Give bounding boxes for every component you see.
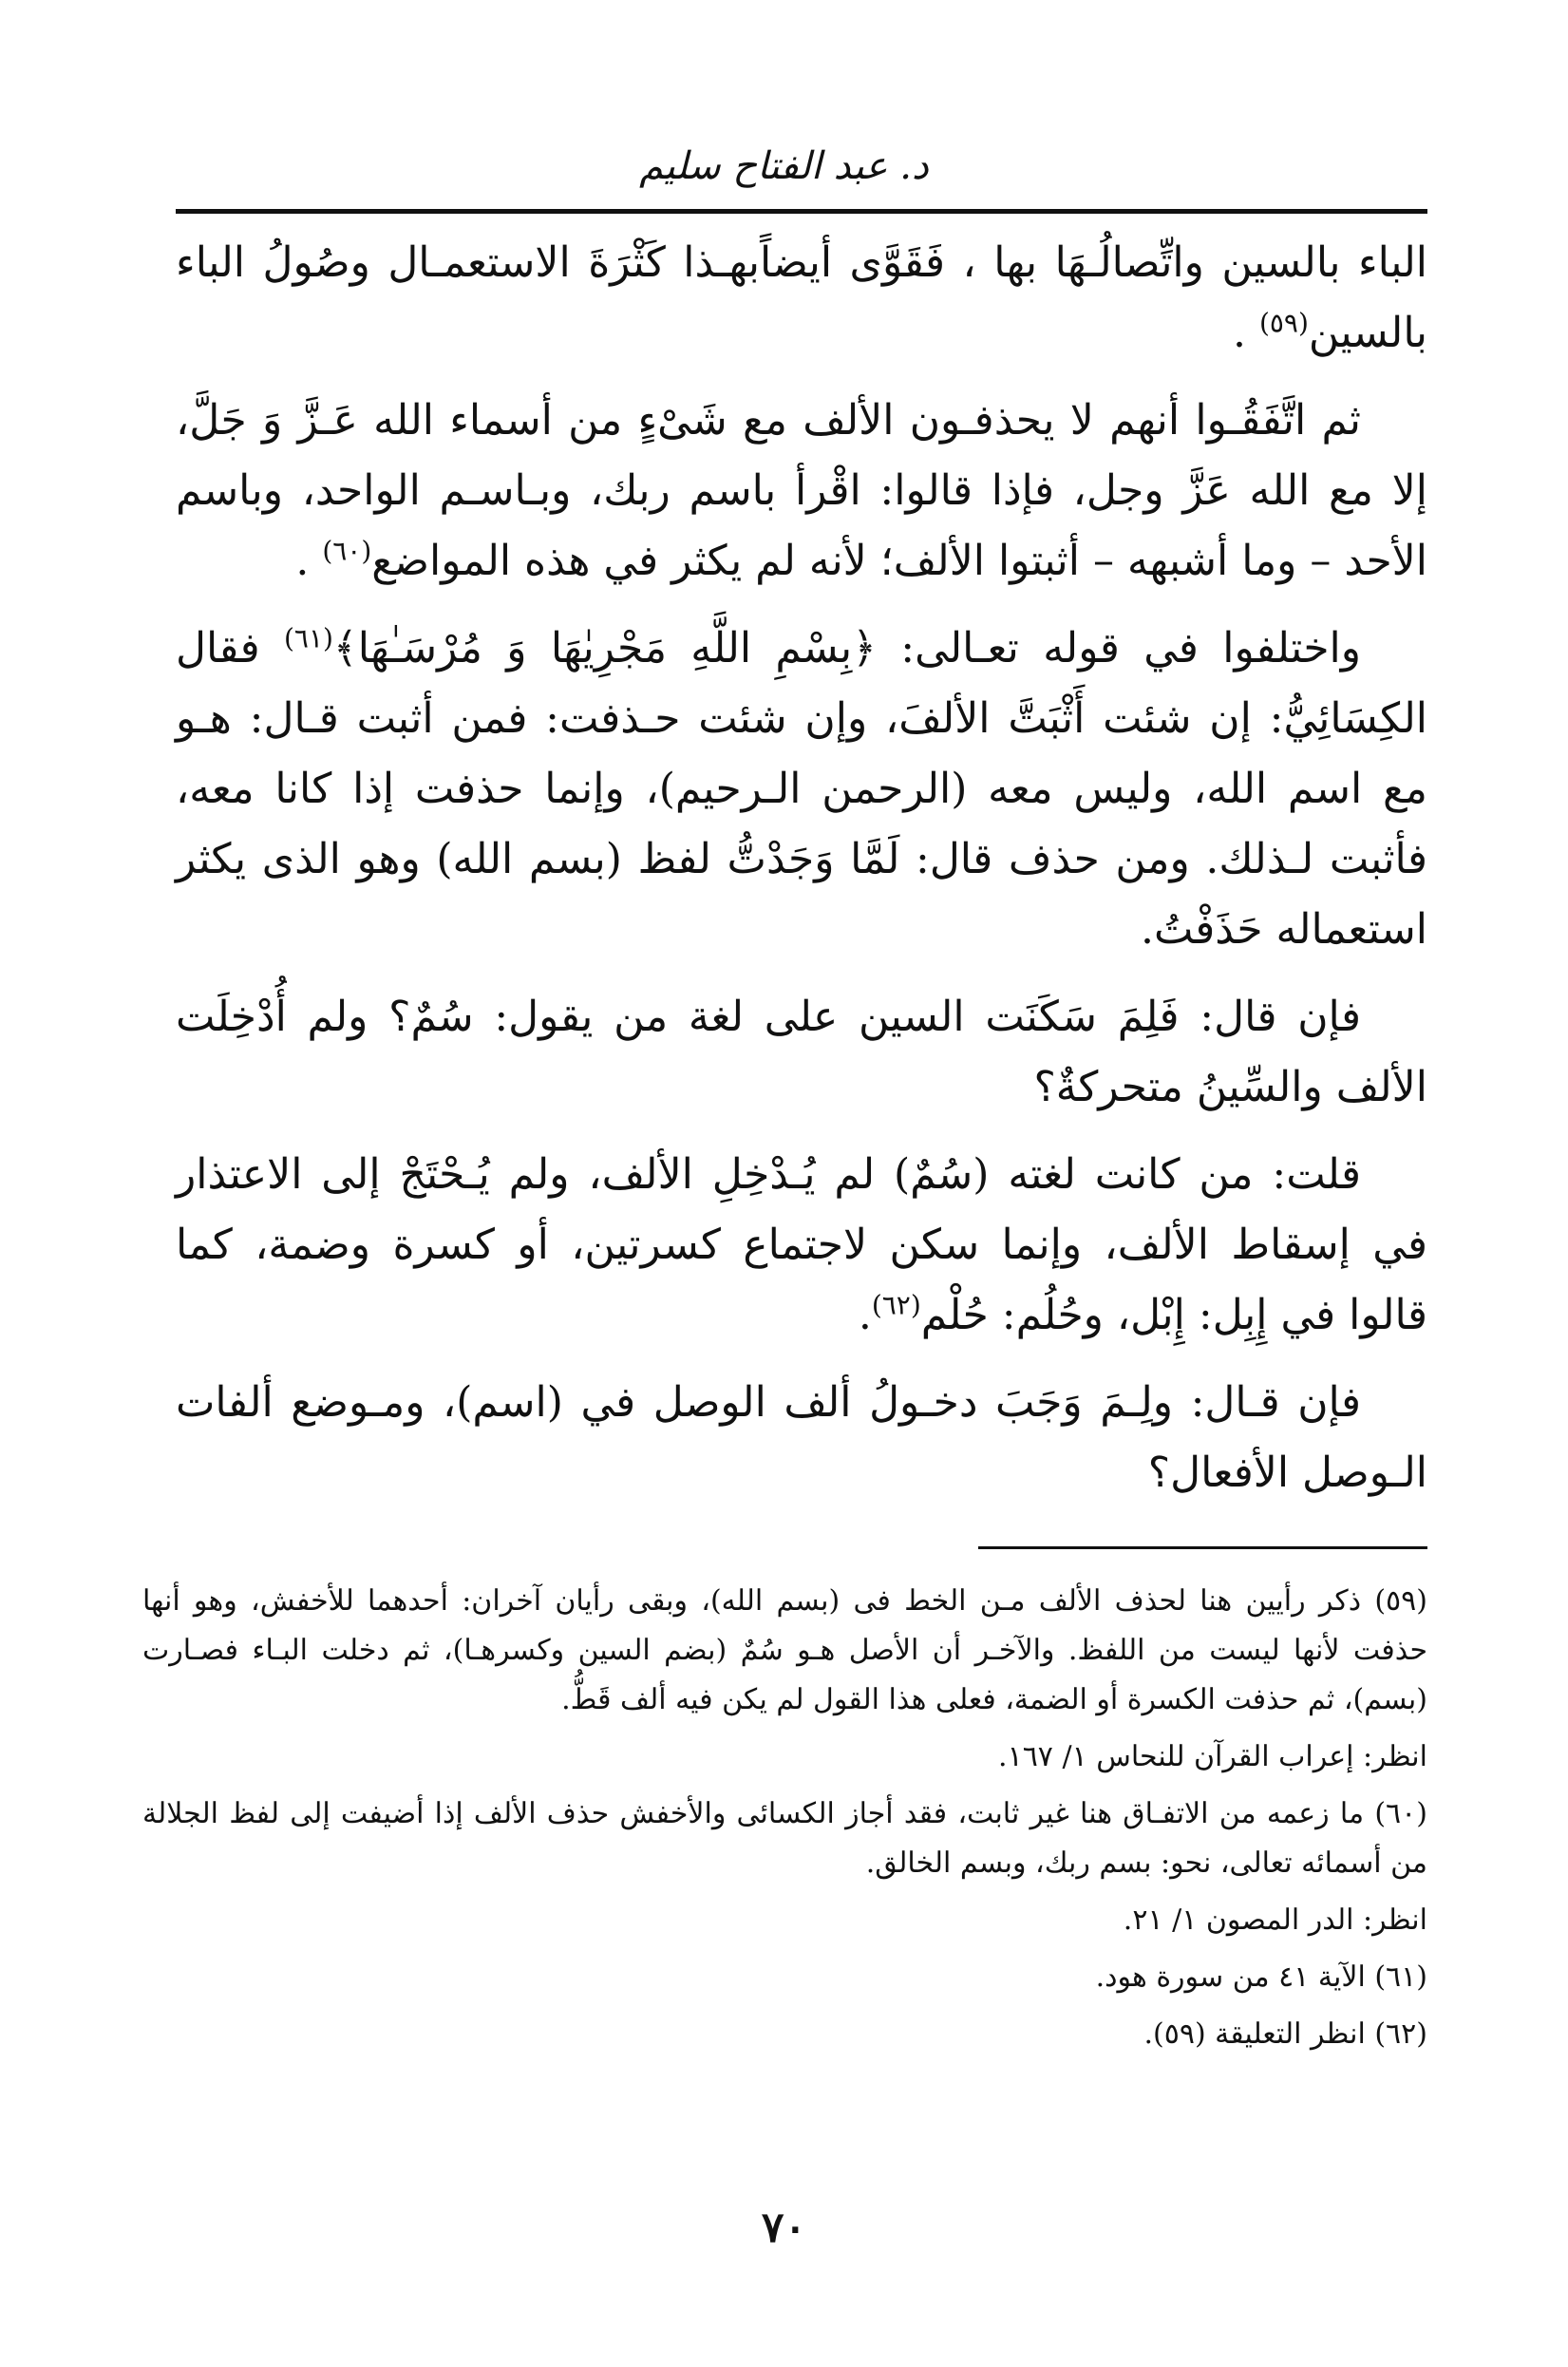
- paragraph-5-end: .: [858, 1291, 872, 1339]
- footnote-rule: [978, 1546, 1427, 1549]
- paragraph-4-text: فإن قال: فَلِمَ سَكَنَت السين على لغة من يقول: سُمٌ؟ ولم أُدْخِلَت الألف والسِّينُ متحركةٌ؟: [176, 993, 1427, 1111]
- footnote-ref-61: (٦١): [283, 622, 333, 654]
- paragraph-3-text-after: فقال الكِسَائِيُّ: إن شئت أَثْبَتَّ الألفَ، وإن شئت حـذفت: فمن أثبت قـال: هـو مع اسم الله، وليس معه (الرحمن الـرحيم)، وإنما حذفت إذا كانا معه، فأثبت لـذلك. ومن حذف قال: لَمَّا وَجَدْتُّ لفظ (بسم الله) وهو الذى يكثر استعماله حَذَفْتُ.: [176, 624, 1427, 954]
- paragraph-2-text: ثم اتَّفَقُـوا أنهم لا يحذفـون الألف مع شَىْءٍ من أسماء الله عَـزَّ وَ جَلَّ، إلا مع الله عَزَّ وجل، فإذا قالوا: اقْرأ باسم ربك، وبـاسـم الواحد، وباسم الأحد – وما أشبهه – أثبتوا الألف؛ لأنه لم يكثر في هذه المواضع: [176, 396, 1427, 585]
- footnote-59: (٥٩) ذكر رأيين هنا لحذف الألف مـن الخط فى (بسم الله)، وبقى رأيان آخران: أحدهما للأخفش، وهو أنها حذفت لأنها ليست من اللفظ. والآخـر أن الأصل هـو سُمٌ (بضم السين وكسرهـا)، ثم دخلت البـاء فصـارت (بسم)، ثم حذفت الكسرة أو الضمة، فعلى هذا القول لم يكن فيه ألف قَطُّ.: [142, 1584, 1427, 1716]
- paragraph-1: [176, 228, 1427, 369]
- footnote-62: (٦٢) انظر التعليقة (٥٩).: [1143, 2017, 1427, 2051]
- footnote-61: (٦١) الآية ٤١ من سورة هود.: [1095, 1960, 1427, 1994]
- paragraph-3: [176, 614, 1427, 965]
- footnotes: [142, 1577, 1427, 2067]
- paragraph-4: [176, 982, 1427, 1123]
- footnote-ref-60: (٦٠): [322, 535, 372, 567]
- paragraph-2: [176, 386, 1427, 596]
- footnote-59-reference: انظر: إعراب القرآن للنحاس ١/ ١٦٧.: [998, 1740, 1427, 1773]
- header-rule: [176, 209, 1427, 214]
- page-number: ٧٠: [761, 2204, 807, 2252]
- paragraph-1-end: .: [1232, 309, 1259, 357]
- footnote-ref-62: (٦٢): [871, 1289, 921, 1321]
- paragraph-6-text: فإن قـال: ولِـمَ وَجَبَ دخـولُ ألف الوصل في (اسم)، ومـوضع ألفات الـوصل الأفعال؟: [176, 1378, 1427, 1497]
- paragraph-5: [176, 1140, 1427, 1351]
- footnote-60: (٦٠) ما زعمه من الاتفـاق هنا غير ثابت، فقد أجاز الكسائى والأخفش حذف الألف إذا أضيفت إلى لفظ الجلالة من أسمائه تعالى، نحو: بسم ربك، وبسم الخالق.: [142, 1797, 1427, 1880]
- paragraph-1-text: الباء بالسين واتِّصالُـهَا بها ، فَقَوَّى أيضاًبهـذا كَثْرَةَ الاستعمـال وصُولُ الباء بالسين: [176, 238, 1427, 357]
- body-text: [176, 228, 1427, 1525]
- footnote-ref-59: (٥٩): [1258, 307, 1309, 339]
- paragraph-6: [176, 1368, 1427, 1508]
- running-header: د. عبد الفتاح سليم: [639, 144, 929, 188]
- paragraph-2-end: .: [295, 537, 323, 585]
- footnote-60-reference: انظر: الدر المصون ١/ ٢١.: [1123, 1903, 1427, 1937]
- paragraph-5-text: قلت: من كانت لغته (سُمٌ) لم يُـدْخِلِ الألف، ولم يُـحْتَجْ إلى الاعتذار في إسقاط الألف، وإنما سكن لاجتماع كسرتين، أو كسرة وضمة، كما قالوا في إِبِل: إِبْل، وحُلُم: حُلْم: [176, 1150, 1427, 1339]
- paragraph-3-text-before: واختلفوا في قوله تعـالى: ﴿بِسْمِ اللَّهِ مَجْرِيٰهَا وَ مُرْسَـٰهَا﴾: [332, 624, 1361, 672]
